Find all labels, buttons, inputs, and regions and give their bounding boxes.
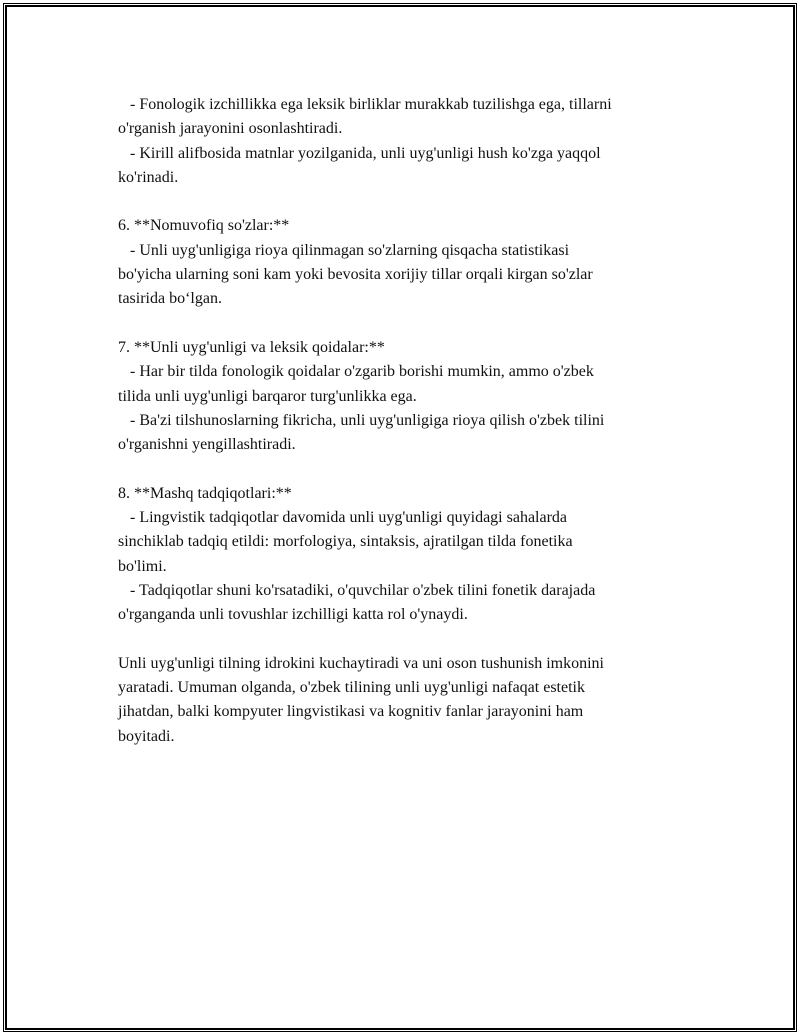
conclusion-line: yaratadi. Umuman olganda, o'zbek tilining unli uyg'unligi nafaqat estetik [118,679,585,697]
conclusion-line: boyitadi. [118,727,175,745]
conclusion-line: Unli uyg'unligi tilning idrokini kuchaytiradi va uni oson tushunish imkonini [118,654,604,672]
section-heading-7: 7. **Unli uyg'unligi va leksik qoidalar:** [118,338,385,356]
text-line: - Fonologik izchillikka ega leksik birliklar murakkab tuzilishga ega, tillarni [118,96,612,113]
text-line: o'rganganda unli tovushlar izchilligi katta rol o'ynaydi. [118,606,468,624]
text-line: tilida unli uyg'unligi barqaror turg'unlikka ega. [118,387,417,405]
text-line: - Tadqiqotlar shuni ko'rsatadiki, o'quvchilar o'zbek tilini fonetik darajada [118,581,596,599]
text-line: o'rganish jarayonini osonlashtiradi. [118,120,343,138]
document-body [118,93,698,749]
text-line: bo'limi. [118,557,167,575]
paragraph-gap [118,457,698,481]
paragraph-gap [118,190,698,214]
text-line: sinchiklab tadqiq etildi: morfologiya, sintaksis, ajratilgan tilda fonetika [118,533,573,551]
text-line: bo'yicha ularning soni kam yoki bevosita xorijiy tillar orqali kirgan so'zlar [118,266,593,284]
section-heading-6: 6. **Nomuvofiq so'zlar:** [118,217,290,235]
text-line: - Kirill alifbosida matnlar yozilganida, unli uyg'unligi hush ko'zga yaqqol [118,144,601,162]
text-line: - Unli uyg'unligiga rioya qilinmagan so'zlarning qisqacha statistikasi [118,241,570,259]
text-line: o'rganishni yengillashtiradi. [118,436,296,454]
paragraph-gap [118,312,698,336]
conclusion-line: jihatdan, balki kompyuter lingvistikasi va kognitiv fanlar jarayonini ham [118,703,584,721]
text-line: - Ba'zi tilshunoslarning fikricha, unli uyg'unligiga rioya qilish o'zbek tilini [118,411,605,429]
section-heading-8: 8. **Mashq tadqiqotlari:** [118,484,292,502]
paragraph-gap [118,628,698,652]
text-line: tasirida boʻlgan. [118,290,222,308]
text-line: - Har bir tilda fonologik qoidalar o'zgarib borishi mumkin, ammo o'zbek [118,363,594,381]
text-line: - Lingvistik tadqiqotlar davomida unli uyg'unligi quyidagi sahalarda [118,509,568,527]
text-line: ko'rinadi. [118,168,179,186]
